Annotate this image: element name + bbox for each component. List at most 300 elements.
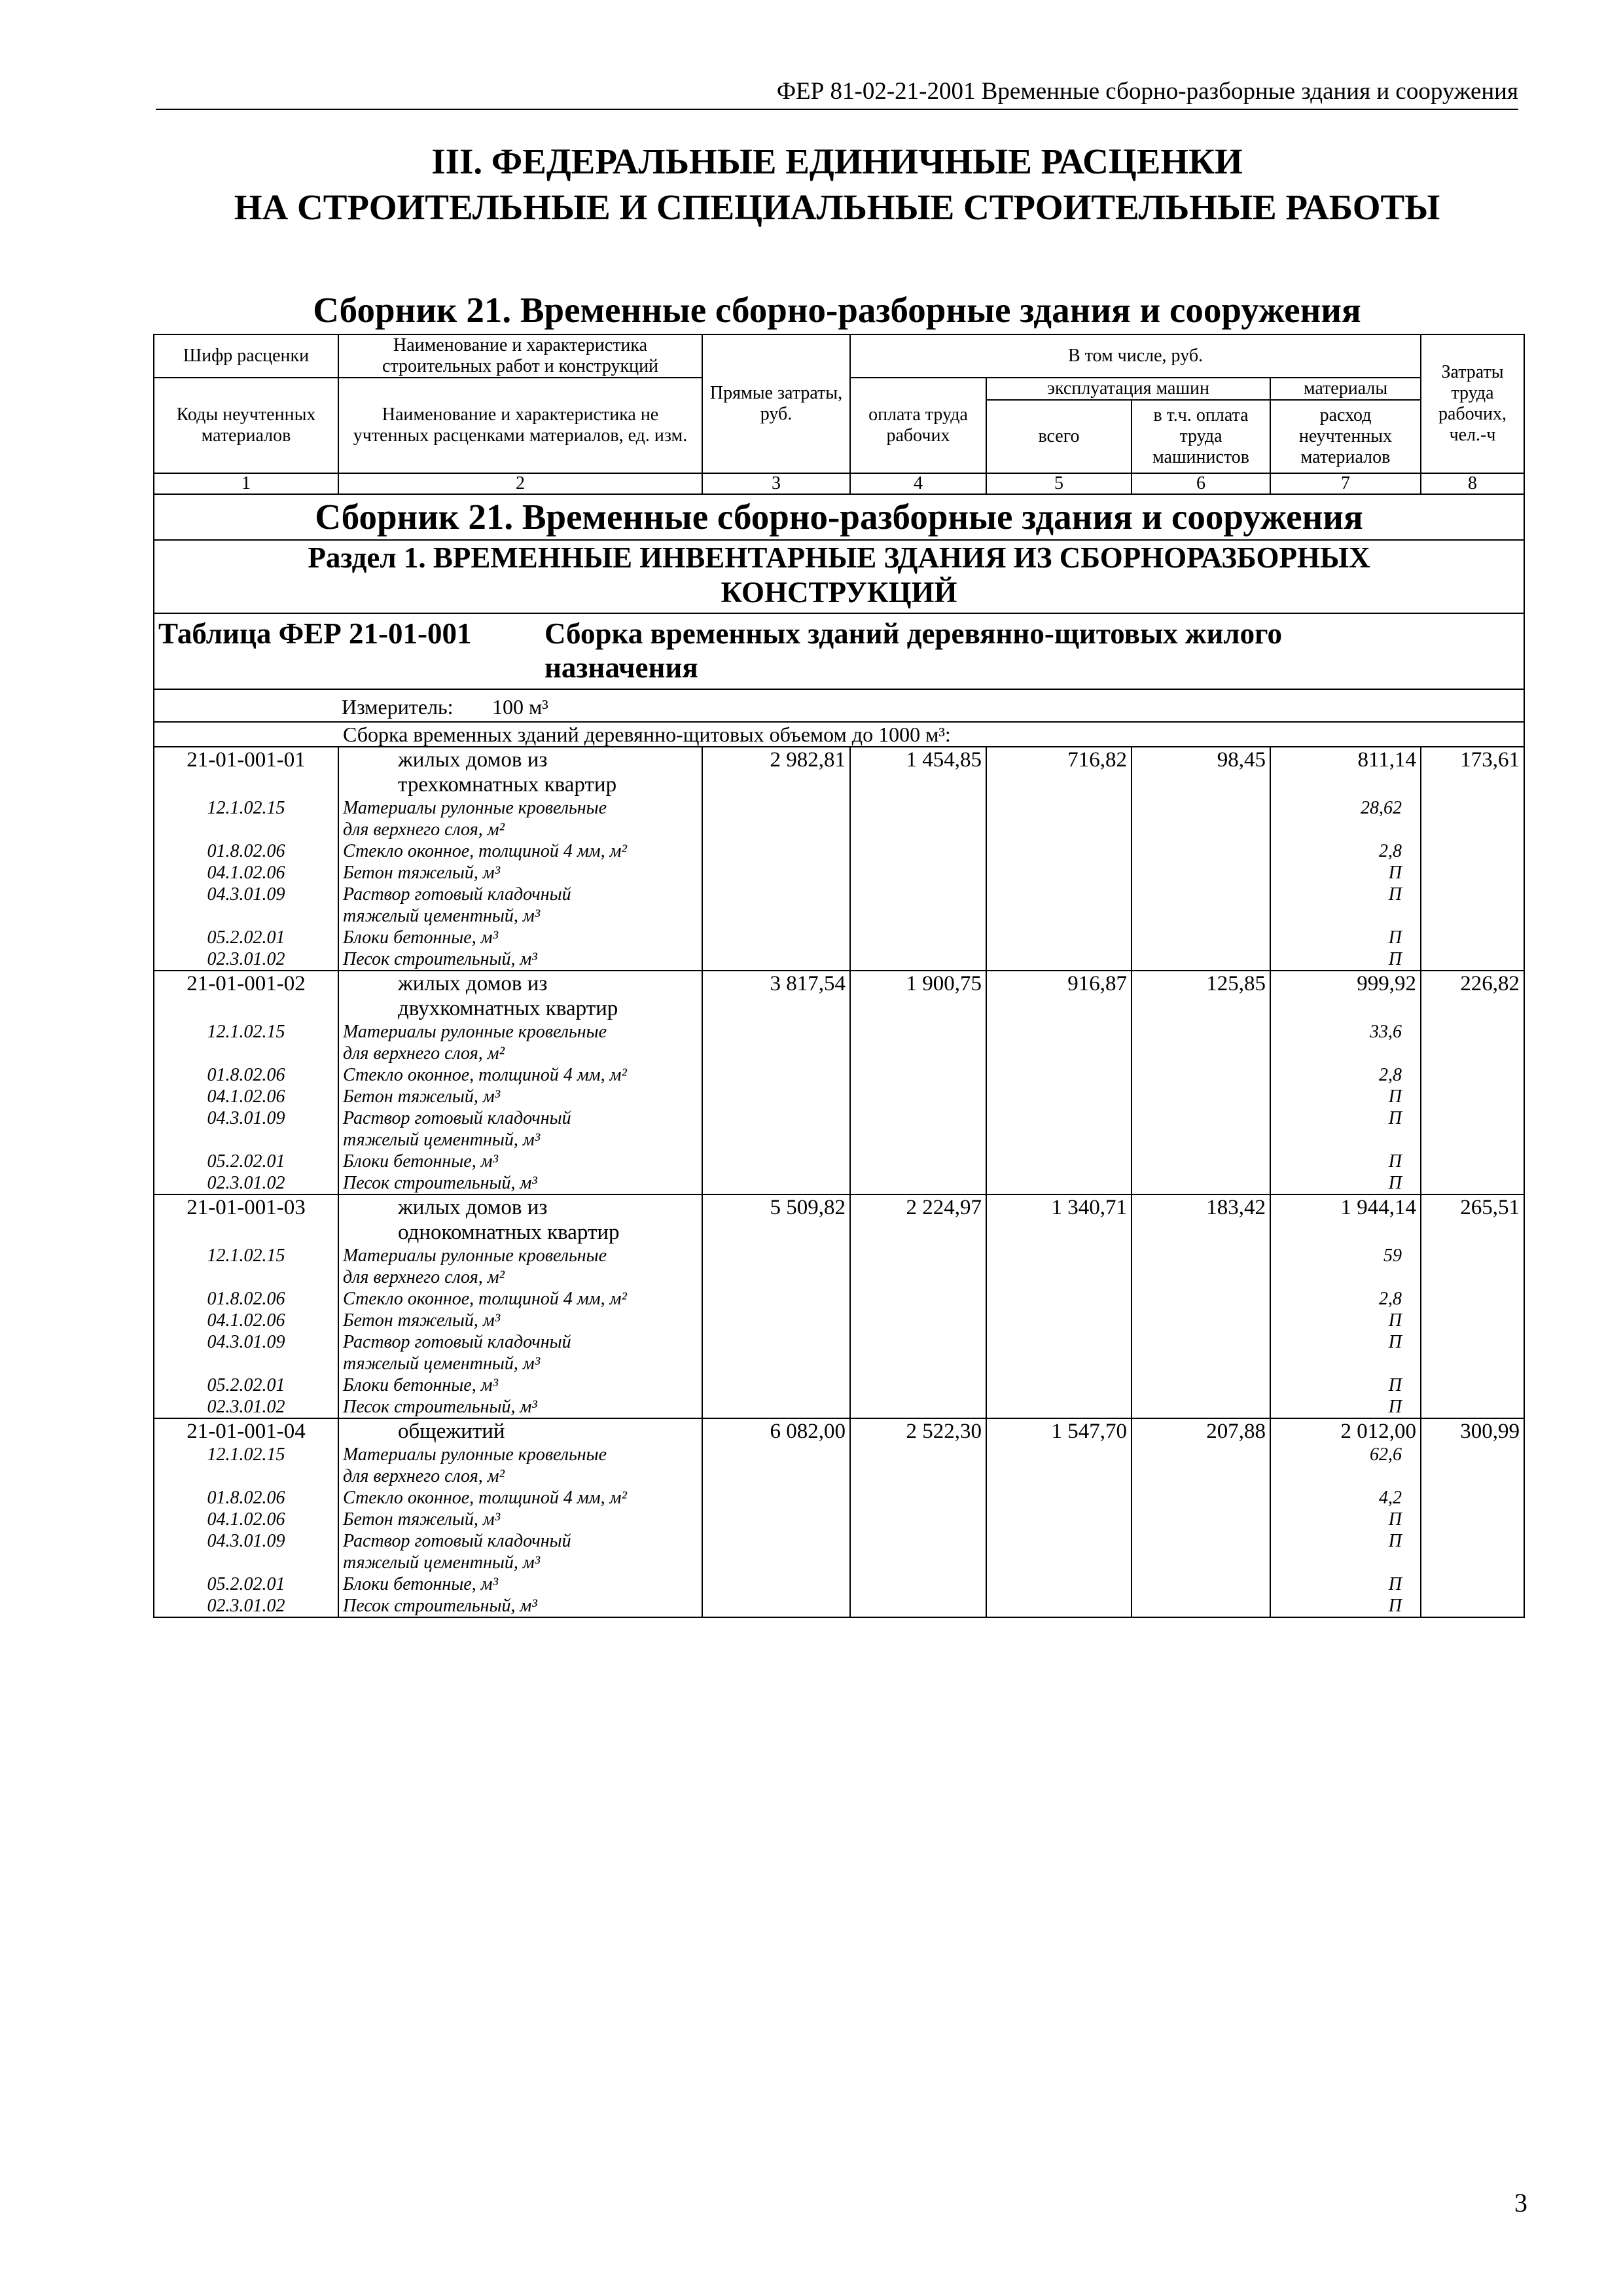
running-header: ФЕР 81-02-21-2001 Временные сборно-разборные здания и сооружения xyxy=(156,77,1518,110)
empty-cell xyxy=(986,1151,1132,1172)
material-row xyxy=(154,840,1524,862)
empty-cell xyxy=(702,840,850,862)
material-name-line-1: Блоки бетонные, м³ xyxy=(343,1375,498,1395)
empty-cell xyxy=(1421,1331,1524,1374)
rate-row xyxy=(154,747,1524,797)
material-name-line-2: для верхнего слоя, м² xyxy=(343,1466,505,1486)
measure-value: 100 м³ xyxy=(492,695,548,719)
table-title-code: Таблица ФЕР 21-01-001 xyxy=(158,617,472,650)
table-title-name-line-2: назначения xyxy=(544,651,698,684)
empty-cell xyxy=(1421,1245,1524,1288)
empty-cell xyxy=(986,1310,1132,1331)
material-quantity: П xyxy=(1270,884,1421,927)
material-name xyxy=(338,1151,702,1172)
material-name xyxy=(338,1245,702,1288)
material-quantity: П xyxy=(1270,1086,1421,1107)
section-banner xyxy=(154,540,1524,613)
material-quantity: П xyxy=(1270,1310,1421,1331)
empty-cell xyxy=(986,884,1132,927)
measure-label: Измеритель: xyxy=(342,695,454,719)
empty-cell xyxy=(1132,1086,1270,1107)
empty-cell xyxy=(1421,1595,1524,1617)
material-row xyxy=(154,1595,1524,1617)
material-name-line-1: Блоки бетонные, м³ xyxy=(343,1574,498,1594)
empty-cell xyxy=(1132,1374,1270,1396)
material-name-line-1: Материалы рулонные кровельные xyxy=(343,1444,607,1465)
material-name-line-1: Песок строительный, м³ xyxy=(343,949,537,969)
material-row xyxy=(154,1530,1524,1573)
material-row xyxy=(154,1064,1524,1086)
empty-cell xyxy=(1132,1151,1270,1172)
material-name-line-1: Стекло оконное, толщиной 4 мм, м² xyxy=(343,1488,627,1508)
material-code: 04.3.01.09 xyxy=(154,884,338,927)
material-name-line-2: для верхнего слоя, м² xyxy=(343,1043,505,1064)
empty-cell xyxy=(702,1288,850,1310)
material-code: 01.8.02.06 xyxy=(154,1064,338,1086)
material-name-line-2: тяжелый цементный, м³ xyxy=(343,1130,541,1150)
empty-cell xyxy=(850,797,986,840)
empty-cell xyxy=(850,1151,986,1172)
empty-cell xyxy=(1132,1310,1270,1331)
header-codes: Коды неучтенных материалов xyxy=(154,378,338,473)
empty-cell xyxy=(1421,1573,1524,1595)
column-number: 7 xyxy=(1270,473,1421,494)
rate-name-line-1: жилых домов из xyxy=(398,1196,548,1219)
material-code: 04.3.01.09 xyxy=(154,1331,338,1374)
empty-cell xyxy=(986,1396,1132,1418)
empty-cell xyxy=(850,1509,986,1530)
empty-cell xyxy=(1132,1288,1270,1310)
header-including: В том числе, руб. xyxy=(850,334,1421,378)
material-row xyxy=(154,1086,1524,1107)
material-row xyxy=(154,1374,1524,1396)
measure-row xyxy=(154,689,1524,722)
rate-labor-hours: 226,82 xyxy=(1421,971,1524,1021)
material-name xyxy=(338,927,702,948)
empty-cell xyxy=(1421,862,1524,884)
material-name-line-1: Стекло оконное, толщиной 4 мм, м² xyxy=(343,1289,627,1309)
material-row xyxy=(154,1509,1524,1530)
empty-cell xyxy=(986,948,1132,971)
rate-materials: 1 944,14 xyxy=(1270,1194,1421,1245)
material-row xyxy=(154,1331,1524,1374)
empty-cell xyxy=(702,1509,850,1530)
material-code: 04.1.02.06 xyxy=(154,1310,338,1331)
empty-cell xyxy=(850,1374,986,1396)
material-name xyxy=(338,1310,702,1331)
header-machines: эксплуатация машин xyxy=(986,378,1270,400)
rate-name xyxy=(338,1418,702,1444)
empty-cell xyxy=(1421,948,1524,971)
empty-cell xyxy=(986,1331,1132,1374)
material-code: 04.1.02.06 xyxy=(154,862,338,884)
empty-cell xyxy=(702,1573,850,1595)
empty-cell xyxy=(850,1064,986,1086)
rate-materials: 999,92 xyxy=(1270,971,1421,1021)
rate-machinists-pay: 125,85 xyxy=(1132,971,1270,1021)
empty-cell xyxy=(1132,840,1270,862)
section-banner-line-1: Раздел 1. ВРЕМЕННЫЕ ИНВЕНТАРНЫЕ ЗДАНИЯ ИЗ СБОРНОРАЗБОРНЫХ xyxy=(308,541,1370,574)
material-row xyxy=(154,862,1524,884)
rate-machines-total: 716,82 xyxy=(986,747,1132,797)
material-code: 04.3.01.09 xyxy=(154,1530,338,1573)
column-number: 1 xyxy=(154,473,338,494)
material-name-line-1: Песок строительный, м³ xyxy=(343,1173,537,1193)
material-code: 12.1.02.15 xyxy=(154,1444,338,1487)
empty-cell xyxy=(850,862,986,884)
material-name-line-1: Стекло оконное, толщиной 4 мм, м² xyxy=(343,1065,627,1085)
empty-cell xyxy=(1421,1151,1524,1172)
rates-body xyxy=(154,747,1524,1617)
header-machines-total: всего xyxy=(986,400,1132,473)
empty-cell xyxy=(1421,927,1524,948)
empty-cell xyxy=(986,1509,1132,1530)
empty-cell xyxy=(986,1245,1132,1288)
material-name-line-2: для верхнего слоя, м² xyxy=(343,1267,505,1287)
material-row xyxy=(154,1396,1524,1418)
empty-cell xyxy=(702,862,850,884)
empty-cell xyxy=(850,1487,986,1509)
material-name xyxy=(338,1107,702,1151)
empty-cell xyxy=(1132,884,1270,927)
table-title-name-line-1: Сборка временных зданий деревянно-щитовых жилого xyxy=(544,617,1282,650)
material-name-line-1: Бетон тяжелый, м³ xyxy=(343,1310,501,1331)
rate-machines-total: 916,87 xyxy=(986,971,1132,1021)
material-row xyxy=(154,1444,1524,1487)
material-name xyxy=(338,797,702,840)
empty-cell xyxy=(850,1396,986,1418)
material-quantity: П xyxy=(1270,1530,1421,1573)
material-code: 01.8.02.06 xyxy=(154,1487,338,1509)
material-quantity: П xyxy=(1270,1331,1421,1374)
material-row xyxy=(154,927,1524,948)
material-quantity: П xyxy=(1270,1509,1421,1530)
material-code: 01.8.02.06 xyxy=(154,1288,338,1310)
rate-machinists-pay: 183,42 xyxy=(1132,1194,1270,1245)
material-row xyxy=(154,1310,1524,1331)
column-number: 3 xyxy=(702,473,850,494)
empty-cell xyxy=(986,862,1132,884)
column-numbers-row xyxy=(154,473,1524,494)
empty-cell xyxy=(1132,1444,1270,1487)
material-name-line-2: для верхнего слоя, м² xyxy=(343,819,505,840)
material-quantity: 33,6 xyxy=(1270,1021,1421,1064)
material-quantity: 2,8 xyxy=(1270,840,1421,862)
empty-cell xyxy=(850,1573,986,1595)
table-header xyxy=(154,334,1524,494)
empty-cell xyxy=(1132,1064,1270,1086)
material-name-line-2: тяжелый цементный, м³ xyxy=(343,906,541,926)
rate-name-line-2: однокомнатных квартир xyxy=(398,1221,620,1244)
empty-cell xyxy=(850,1331,986,1374)
table-title-name xyxy=(544,617,1369,685)
rate-machinists-pay: 98,45 xyxy=(1132,747,1270,797)
empty-cell xyxy=(702,948,850,971)
header-materials-consumption: расход неучтенных материалов xyxy=(1270,400,1421,473)
material-code: 12.1.02.15 xyxy=(154,1245,338,1288)
material-name-line-2: тяжелый цементный, м³ xyxy=(343,1354,541,1374)
empty-cell xyxy=(1132,1331,1270,1374)
empty-cell xyxy=(850,884,986,927)
empty-cell xyxy=(986,797,1132,840)
material-code: 04.1.02.06 xyxy=(154,1509,338,1530)
empty-cell xyxy=(986,1374,1132,1396)
empty-cell xyxy=(850,1310,986,1331)
empty-cell xyxy=(1421,1444,1524,1487)
material-name xyxy=(338,1509,702,1530)
material-quantity: 2,8 xyxy=(1270,1288,1421,1310)
group-heading: Сборка временных зданий деревянно-щитовых объемом до 1000 м³: xyxy=(154,722,1524,747)
page-number: 3 xyxy=(1514,2188,1527,2217)
empty-cell xyxy=(1421,1086,1524,1107)
material-row xyxy=(154,1107,1524,1151)
header-name-materials: Наименование и характеристика не учтенных расценками материалов, ед. изм. xyxy=(338,378,702,473)
material-name xyxy=(338,1573,702,1595)
rate-direct-costs: 3 817,54 xyxy=(702,971,850,1021)
material-name xyxy=(338,840,702,862)
empty-cell xyxy=(1421,1374,1524,1396)
empty-cell xyxy=(986,1573,1132,1595)
empty-cell xyxy=(702,1444,850,1487)
empty-cell xyxy=(1421,1021,1524,1064)
material-name xyxy=(338,1374,702,1396)
rate-labor-pay: 1 454,85 xyxy=(850,747,986,797)
empty-cell xyxy=(1132,1573,1270,1595)
empty-cell xyxy=(850,1444,986,1487)
material-quantity: П xyxy=(1270,1172,1421,1194)
empty-cell xyxy=(1421,1310,1524,1331)
rate-name-line-2: двухкомнатных квартир xyxy=(398,997,618,1020)
rates-table-container xyxy=(153,334,1524,1618)
rates-table xyxy=(153,334,1525,1618)
empty-cell xyxy=(1132,948,1270,971)
empty-cell xyxy=(986,1086,1132,1107)
header-name-works: Наименование и характеристика строительных работ и конструкций xyxy=(338,334,702,378)
empty-cell xyxy=(1421,797,1524,840)
empty-cell xyxy=(986,1172,1132,1194)
table-title xyxy=(154,613,1524,689)
material-name-line-1: Стекло оконное, толщиной 4 мм, м² xyxy=(343,841,627,861)
material-name xyxy=(338,1444,702,1487)
rate-name-line-2: трехкомнатных квартир xyxy=(398,773,617,797)
material-row xyxy=(154,1172,1524,1194)
empty-cell xyxy=(1132,1530,1270,1573)
material-quantity: 62,6 xyxy=(1270,1444,1421,1487)
empty-cell xyxy=(702,1595,850,1617)
rate-labor-hours: 173,61 xyxy=(1421,747,1524,797)
empty-cell xyxy=(1132,1487,1270,1509)
empty-cell xyxy=(1132,1021,1270,1064)
material-name xyxy=(338,884,702,927)
header-materials: материалы xyxy=(1270,378,1421,400)
rate-materials: 2 012,00 xyxy=(1270,1418,1421,1444)
material-code: 02.3.01.02 xyxy=(154,1172,338,1194)
empty-cell xyxy=(850,840,986,862)
header-labor-pay: оплата труда рабочих xyxy=(850,378,986,473)
material-name-line-1: Песок строительный, м³ xyxy=(343,1397,537,1417)
empty-cell xyxy=(850,948,986,971)
material-name xyxy=(338,862,702,884)
material-name-line-1: Блоки бетонные, м³ xyxy=(343,1151,498,1172)
material-quantity: П xyxy=(1270,1396,1421,1418)
rate-machinists-pay: 207,88 xyxy=(1132,1418,1270,1444)
material-code: 12.1.02.15 xyxy=(154,1021,338,1064)
material-code: 05.2.02.01 xyxy=(154,1151,338,1172)
empty-cell xyxy=(986,1064,1132,1086)
rate-materials: 811,14 xyxy=(1270,747,1421,797)
empty-cell xyxy=(1421,1288,1524,1310)
rate-labor-hours: 300,99 xyxy=(1421,1418,1524,1444)
material-code: 02.3.01.02 xyxy=(154,1595,338,1617)
material-name-line-1: Материалы рулонные кровельные xyxy=(343,1246,607,1266)
material-row xyxy=(154,1288,1524,1310)
material-name xyxy=(338,1530,702,1573)
material-name-line-1: Материалы рулонные кровельные xyxy=(343,1022,607,1042)
empty-cell xyxy=(702,1172,850,1194)
material-name xyxy=(338,1021,702,1064)
material-code: 02.3.01.02 xyxy=(154,948,338,971)
material-name xyxy=(338,1487,702,1509)
empty-cell xyxy=(850,927,986,948)
empty-cell xyxy=(702,884,850,927)
column-number: 8 xyxy=(1421,473,1524,494)
rate-name xyxy=(338,747,702,797)
material-name xyxy=(338,1064,702,1086)
empty-cell xyxy=(850,1530,986,1573)
rate-row xyxy=(154,971,1524,1021)
empty-cell xyxy=(986,1288,1132,1310)
empty-cell xyxy=(702,1310,850,1331)
material-name-line-1: Блоки бетонные, м³ xyxy=(343,927,498,948)
material-quantity: П xyxy=(1270,927,1421,948)
material-name-line-2: тяжелый цементный, м³ xyxy=(343,1552,541,1573)
empty-cell xyxy=(1132,1107,1270,1151)
material-name-line-1: Бетон тяжелый, м³ xyxy=(343,1509,501,1530)
section-banner-line-2: КОНСТРУКЦИЙ xyxy=(721,576,957,609)
rate-name xyxy=(338,1194,702,1245)
empty-cell xyxy=(986,1487,1132,1509)
rate-name-line-1: жилых домов из xyxy=(398,972,548,996)
column-number: 2 xyxy=(338,473,702,494)
empty-cell xyxy=(1132,1245,1270,1288)
material-code: 05.2.02.01 xyxy=(154,1573,338,1595)
material-code: 01.8.02.06 xyxy=(154,840,338,862)
empty-cell xyxy=(702,1064,850,1086)
material-quantity: П xyxy=(1270,948,1421,971)
collection-title: Сборник 21. Временные сборно-разборные здания и сооружения xyxy=(313,290,1361,330)
empty-cell xyxy=(1132,1396,1270,1418)
empty-cell xyxy=(1132,862,1270,884)
column-number: 5 xyxy=(986,473,1132,494)
material-row xyxy=(154,1245,1524,1288)
material-name xyxy=(338,1331,702,1374)
rate-direct-costs: 5 509,82 xyxy=(702,1194,850,1245)
empty-cell xyxy=(850,1021,986,1064)
rate-code: 21-01-001-01 xyxy=(154,747,338,797)
material-name-line-1: Раствор готовый кладочный xyxy=(343,884,571,905)
material-code: 02.3.01.02 xyxy=(154,1396,338,1418)
main-title-line-2: НА СТРОИТЕЛЬНЫЕ И СПЕЦИАЛЬНЫЕ СТРОИТЕЛЬНЫЕ РАБОТЫ xyxy=(234,187,1440,227)
column-number: 6 xyxy=(1132,473,1270,494)
rate-labor-pay: 1 900,75 xyxy=(850,971,986,1021)
empty-cell xyxy=(850,1595,986,1617)
header-machines-labor: в т.ч. оплата труда машинистов xyxy=(1132,400,1270,473)
material-name xyxy=(338,1288,702,1310)
rate-direct-costs: 6 082,00 xyxy=(702,1418,850,1444)
header-shifr: Шифр расценки xyxy=(154,334,338,378)
empty-cell xyxy=(1132,1172,1270,1194)
main-title xyxy=(156,139,1518,230)
material-name xyxy=(338,1595,702,1617)
empty-cell xyxy=(702,1021,850,1064)
empty-cell xyxy=(1421,1172,1524,1194)
material-name-line-1: Материалы рулонные кровельные xyxy=(343,798,607,818)
material-quantity: П xyxy=(1270,1595,1421,1617)
material-code: 04.1.02.06 xyxy=(154,1086,338,1107)
material-code: 04.3.01.09 xyxy=(154,1107,338,1151)
rate-name-line-1: жилых домов из xyxy=(398,748,548,772)
rate-labor-pay: 2 224,97 xyxy=(850,1194,986,1245)
empty-cell xyxy=(850,1107,986,1151)
empty-cell xyxy=(1421,1530,1524,1573)
empty-cell xyxy=(850,1086,986,1107)
empty-cell xyxy=(702,927,850,948)
material-quantity: П xyxy=(1270,1573,1421,1595)
empty-cell xyxy=(1421,1064,1524,1086)
empty-cell xyxy=(702,1331,850,1374)
empty-cell xyxy=(986,927,1132,948)
empty-cell xyxy=(986,1107,1132,1151)
empty-cell xyxy=(1132,797,1270,840)
material-name xyxy=(338,1172,702,1194)
empty-cell xyxy=(986,840,1132,862)
rate-row xyxy=(154,1418,1524,1444)
rate-code: 21-01-001-04 xyxy=(154,1418,338,1444)
material-quantity: П xyxy=(1270,1107,1421,1151)
empty-cell xyxy=(702,1151,850,1172)
empty-cell xyxy=(1421,1487,1524,1509)
empty-cell xyxy=(702,1396,850,1418)
material-row xyxy=(154,1021,1524,1064)
empty-cell xyxy=(702,1086,850,1107)
rate-name-line-1: общежитий xyxy=(398,1420,505,1443)
material-name xyxy=(338,1086,702,1107)
empty-cell xyxy=(850,1245,986,1288)
table-banners xyxy=(154,494,1524,747)
rate-direct-costs: 2 982,81 xyxy=(702,747,850,797)
material-quantity: 4,2 xyxy=(1270,1487,1421,1509)
material-quantity: 28,62 xyxy=(1270,797,1421,840)
material-code: 12.1.02.15 xyxy=(154,797,338,840)
material-row xyxy=(154,1151,1524,1172)
material-quantity: 59 xyxy=(1270,1245,1421,1288)
material-quantity: 2,8 xyxy=(1270,1064,1421,1086)
empty-cell xyxy=(986,1021,1132,1064)
material-row xyxy=(154,797,1524,840)
empty-cell xyxy=(850,1172,986,1194)
material-quantity: П xyxy=(1270,1151,1421,1172)
material-row xyxy=(154,1487,1524,1509)
material-row xyxy=(154,1573,1524,1595)
empty-cell xyxy=(1132,927,1270,948)
rate-labor-hours: 265,51 xyxy=(1421,1194,1524,1245)
rate-machines-total: 1 340,71 xyxy=(986,1194,1132,1245)
material-code: 05.2.02.01 xyxy=(154,1374,338,1396)
empty-cell xyxy=(986,1444,1132,1487)
empty-cell xyxy=(1421,1107,1524,1151)
empty-cell xyxy=(702,1530,850,1573)
empty-cell xyxy=(702,1374,850,1396)
